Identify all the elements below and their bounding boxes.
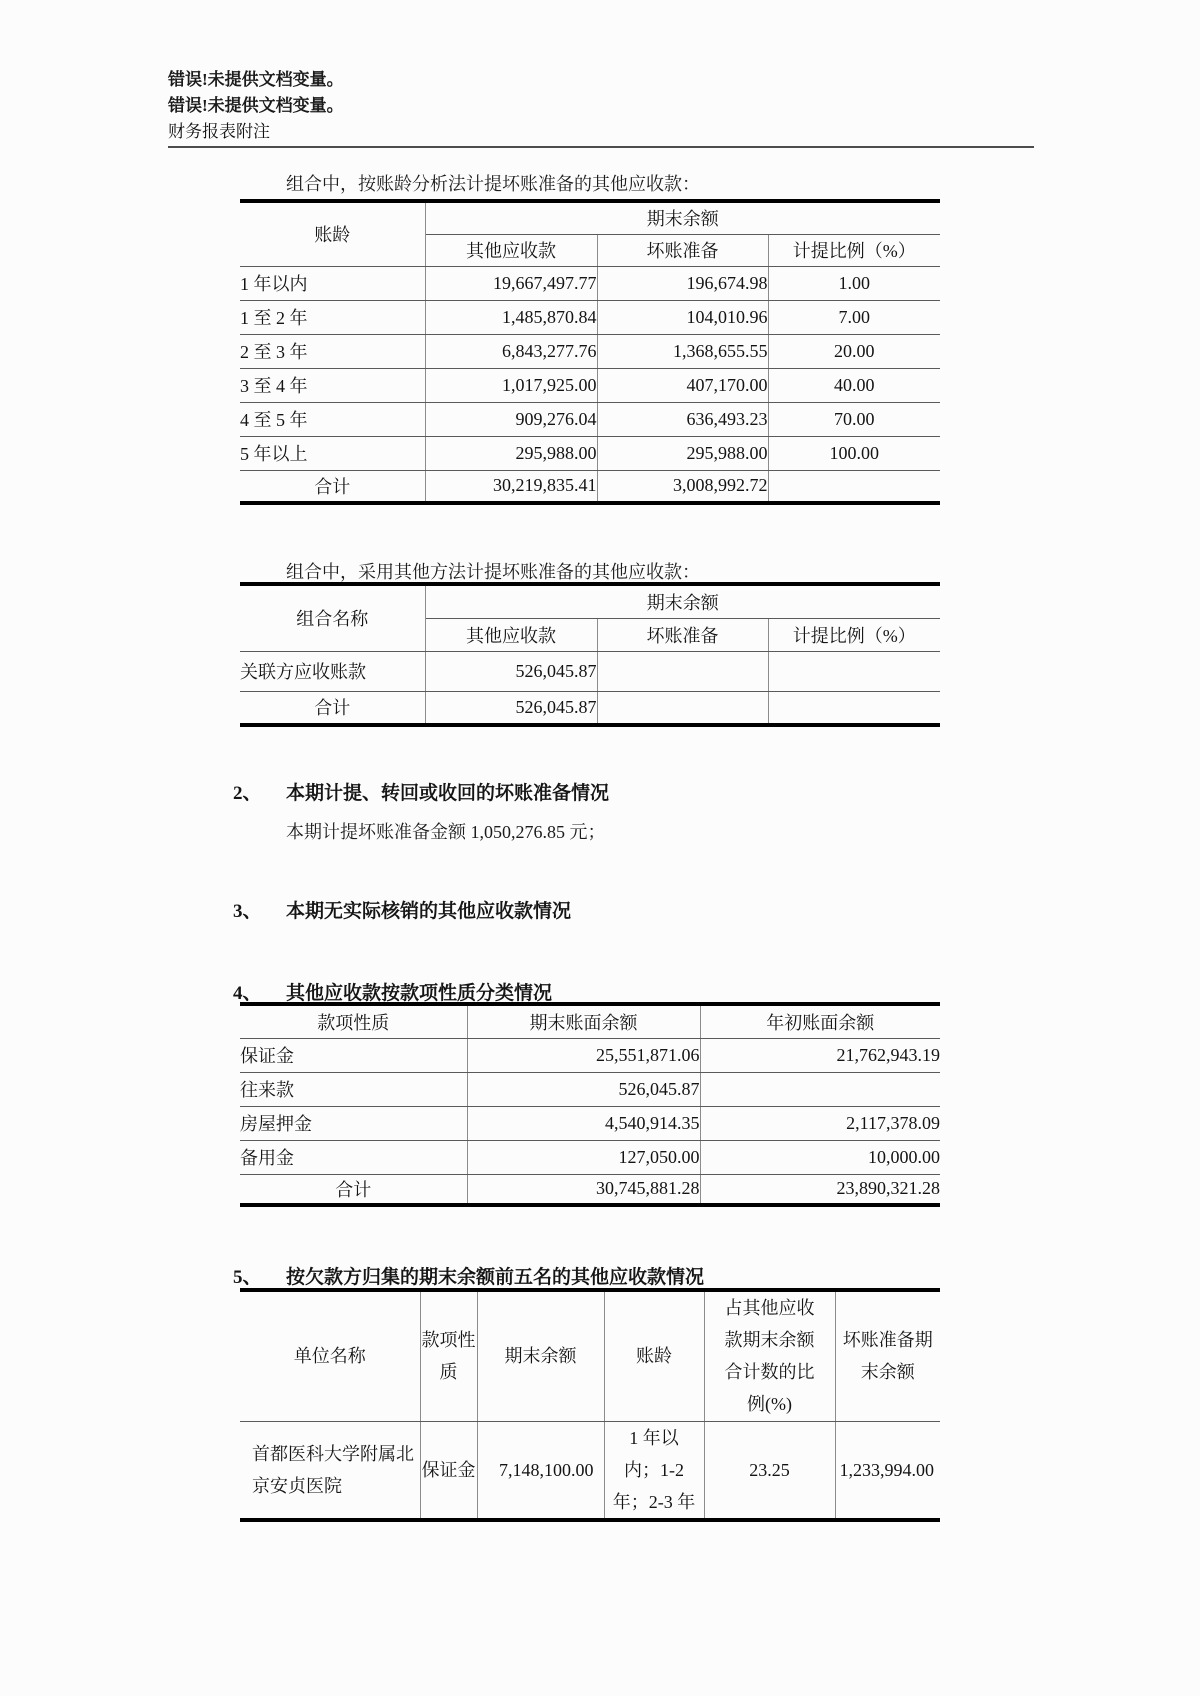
section-number: 4、 bbox=[233, 983, 262, 1004]
col-header-unit-name: 单位名称 bbox=[240, 1290, 420, 1421]
total-beginning-balance: 23,890,321.28 bbox=[836, 1178, 940, 1199]
nature-value: 保证金 bbox=[420, 1421, 477, 1520]
portfolio-name: 关联方应收账款 bbox=[240, 651, 425, 691]
aging-label: 3 至 4 年 bbox=[240, 368, 425, 402]
table-row bbox=[240, 1421, 940, 1520]
nature-label: 往来款 bbox=[240, 1072, 467, 1106]
table-row bbox=[240, 266, 940, 300]
doc-variable-error-line-1: 错误!未提供文档变量。 bbox=[168, 70, 344, 89]
section-title: 本期无实际核销的其他应收款情况 bbox=[286, 901, 572, 922]
col-header-beginning-book-balance: 年初账面余额 bbox=[700, 1004, 940, 1038]
table-row bbox=[240, 436, 940, 470]
col-header-receivable: 其他应收款 bbox=[425, 234, 597, 266]
unit-name: 首都医科大学附属北京安贞医院 bbox=[240, 1421, 420, 1520]
aging-label: 2 至 3 年 bbox=[240, 334, 425, 368]
nature-label: 备用金 bbox=[240, 1140, 467, 1174]
col-header-provision: 坏账准备 bbox=[597, 234, 768, 266]
ratio-value bbox=[768, 651, 940, 691]
section-title: 其他应收款按款项性质分类情况 bbox=[286, 983, 553, 1004]
receivable-amount: 1,017,925.00 bbox=[425, 368, 597, 402]
aging-label: 5 年以上 bbox=[240, 436, 425, 470]
col-header-proportion: 占其他应收款期末余额合计数的比例(%) bbox=[704, 1290, 835, 1421]
table-row bbox=[240, 1072, 940, 1106]
table-row bbox=[240, 1038, 940, 1072]
table-row bbox=[240, 402, 940, 436]
section-2-heading bbox=[233, 778, 609, 805]
ending-balance: 127,050.00 bbox=[467, 1140, 700, 1174]
aging-label: 1 至 2 年 bbox=[240, 300, 425, 334]
other-method-intro: 组合中，采用其他方法计提坏账准备的其他应收款： bbox=[286, 562, 700, 582]
receivable-amount: 1,485,870.84 bbox=[425, 300, 597, 334]
section-title: 本期计提、转回或收回的坏账准备情况 bbox=[286, 783, 610, 804]
table-total-row bbox=[240, 470, 940, 503]
ending-balance: 25,551,871.06 bbox=[467, 1038, 700, 1072]
table-row bbox=[240, 334, 940, 368]
table-header-row bbox=[240, 1004, 940, 1038]
provision-amount: 407,170.00 bbox=[597, 368, 768, 402]
provision-amount: 295,988.00 bbox=[597, 436, 768, 470]
beginning-balance: 21,762,943.19 bbox=[700, 1038, 940, 1072]
doc-subtitle: 财务报表附注 bbox=[168, 122, 270, 141]
aging-value: 1 年以内；1-2 年；2-3 年 bbox=[604, 1421, 704, 1520]
table-total-row bbox=[240, 691, 940, 725]
provision-ending-balance: 1,233,994.00 bbox=[839, 1459, 934, 1480]
aging-table-intro: 组合中，按账龄分析法计提坏账准备的其他应收款： bbox=[286, 174, 700, 194]
total-receivable: 526,045.87 bbox=[425, 691, 597, 725]
nature-label: 房屋押金 bbox=[240, 1106, 467, 1140]
provision-amount: 636,493.23 bbox=[597, 402, 768, 436]
provision-amount bbox=[597, 651, 768, 691]
portfolio-row-header: 组合名称 bbox=[240, 584, 425, 651]
section-5-heading bbox=[233, 1262, 704, 1289]
receivable-amount: 526,045.87 bbox=[425, 651, 597, 691]
table-total-row bbox=[240, 1174, 940, 1205]
ratio-value: 40.00 bbox=[768, 368, 940, 402]
table-row bbox=[240, 1140, 940, 1174]
col-header-ending-balance: 期末余额 bbox=[477, 1290, 604, 1421]
group-header-ending-balance: 期末余额 bbox=[425, 584, 940, 618]
aging-label: 4 至 5 年 bbox=[240, 402, 425, 436]
col-header-ratio: 计提比例（%） bbox=[768, 234, 940, 266]
ratio-value: 70.00 bbox=[768, 402, 940, 436]
section-number: 2、 bbox=[233, 783, 262, 804]
receivable-amount: 295,988.00 bbox=[425, 436, 597, 470]
section-title: 按欠款方归集的期末余额前五名的其他应收款情况 bbox=[286, 1267, 705, 1288]
aging-analysis-table bbox=[240, 199, 940, 505]
receivable-amount: 19,667,497.77 bbox=[425, 266, 597, 300]
provision-amount: 104,010.96 bbox=[597, 300, 768, 334]
table-header-row bbox=[240, 584, 940, 618]
receivable-amount: 6,843,277.76 bbox=[425, 334, 597, 368]
group-header-ending-balance: 期末余额 bbox=[425, 201, 940, 234]
ending-balance: 7,148,100.00 bbox=[477, 1421, 604, 1520]
col-header-ratio: 计提比例（%） bbox=[768, 618, 940, 651]
ratio-value: 20.00 bbox=[768, 334, 940, 368]
total-ratio bbox=[768, 470, 940, 503]
ratio-value: 7.00 bbox=[768, 300, 940, 334]
receivable-amount: 909,276.04 bbox=[425, 402, 597, 436]
total-receivable: 30,219,835.41 bbox=[425, 470, 597, 503]
col-header-provision: 坏账准备 bbox=[597, 618, 768, 651]
aging-label: 1 年以内 bbox=[240, 266, 425, 300]
total-provision bbox=[597, 691, 768, 725]
total-label: 合计 bbox=[240, 1174, 467, 1205]
col-header-aging: 账龄 bbox=[604, 1290, 704, 1421]
section-3-heading bbox=[233, 896, 571, 923]
table-header-row bbox=[240, 1290, 940, 1421]
other-method-table bbox=[240, 582, 940, 727]
beginning-balance: 10,000.00 bbox=[700, 1140, 940, 1174]
provision-amount: 1,368,655.55 bbox=[597, 334, 768, 368]
col-header-ending-book-balance: 期末账面余额 bbox=[467, 1004, 700, 1038]
proportion-value: 23.25 bbox=[704, 1421, 835, 1520]
section-number: 5、 bbox=[233, 1267, 262, 1288]
doc-variable-error-line-2: 错误!未提供文档变量。 bbox=[168, 96, 344, 115]
total-label: 合计 bbox=[240, 691, 425, 725]
section-4-heading bbox=[233, 978, 552, 1005]
provision-amount: 196,674.98 bbox=[597, 266, 768, 300]
beginning-balance bbox=[700, 1072, 940, 1106]
ratio-value: 100.00 bbox=[768, 436, 940, 470]
table-row bbox=[240, 1106, 940, 1140]
section-2-body: 本期计提坏账准备金额 1,050,276.85 元； bbox=[286, 822, 606, 842]
ending-balance: 526,045.87 bbox=[467, 1072, 700, 1106]
total-label: 合计 bbox=[240, 470, 425, 503]
aging-row-header: 账龄 bbox=[240, 201, 425, 266]
col-header-nature: 款项性质 bbox=[420, 1290, 477, 1421]
nature-label: 保证金 bbox=[240, 1038, 467, 1072]
section-number: 3、 bbox=[233, 901, 262, 922]
table-row bbox=[240, 300, 940, 334]
ending-balance: 4,540,914.35 bbox=[467, 1106, 700, 1140]
header-divider bbox=[168, 146, 1034, 148]
table-row bbox=[240, 651, 940, 691]
top-five-debtors-table bbox=[240, 1288, 940, 1522]
beginning-balance: 2,117,378.09 bbox=[700, 1106, 940, 1140]
col-header-receivable: 其他应收款 bbox=[425, 618, 597, 651]
nature-classification-table bbox=[240, 1002, 940, 1207]
total-provision: 3,008,992.72 bbox=[597, 470, 768, 503]
col-header-provision-ending: 坏账准备期末余额 bbox=[835, 1290, 940, 1421]
total-ending-balance: 30,745,881.28 bbox=[467, 1174, 700, 1205]
ratio-value: 1.00 bbox=[768, 266, 940, 300]
table-header-row bbox=[240, 201, 940, 234]
total-ratio bbox=[768, 691, 940, 725]
col-header-nature: 款项性质 bbox=[240, 1004, 467, 1038]
table-row bbox=[240, 368, 940, 402]
